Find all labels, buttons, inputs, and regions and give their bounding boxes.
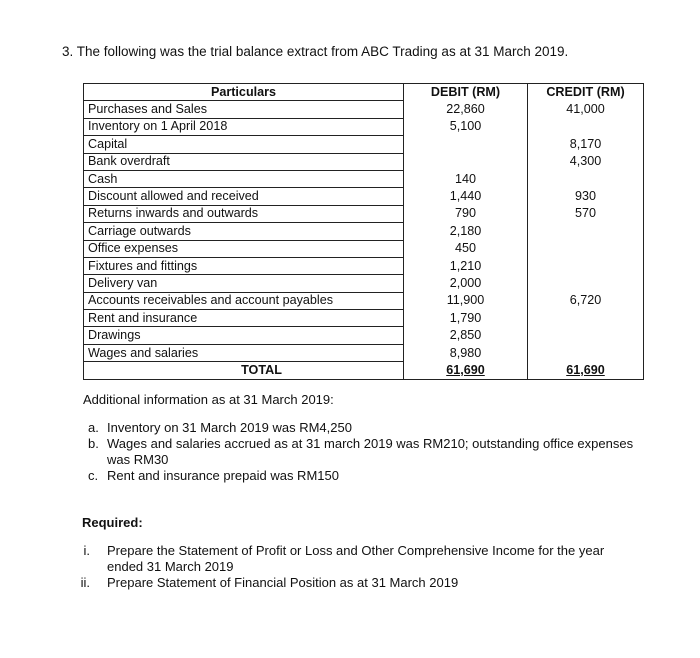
item-marker: ii. bbox=[80, 575, 90, 590]
cell-debit: 450 bbox=[404, 240, 528, 257]
table-row bbox=[84, 240, 644, 257]
cell-debit: 5,100 bbox=[404, 118, 528, 135]
cell-debit: 22,860 bbox=[404, 101, 528, 118]
cell-particular: Capital bbox=[84, 136, 404, 153]
cell-debit: 2,850 bbox=[404, 327, 528, 344]
cell-credit: 930 bbox=[528, 188, 644, 205]
cell-particular: Carriage outwards bbox=[84, 223, 404, 240]
cell-credit: 41,000 bbox=[528, 101, 644, 118]
header-debit: DEBIT (RM) bbox=[404, 84, 528, 101]
table-header-row bbox=[84, 84, 644, 101]
table-row bbox=[84, 170, 644, 187]
cell-credit bbox=[528, 275, 644, 292]
cell-credit bbox=[528, 170, 644, 187]
cell-particular: Wages and salaries bbox=[84, 344, 404, 361]
cell-particular: Purchases and Sales bbox=[84, 101, 404, 118]
additional-item bbox=[88, 436, 648, 468]
cell-particular: Inventory on 1 April 2018 bbox=[84, 118, 404, 135]
additional-item bbox=[88, 468, 648, 484]
cell-particular: Drawings bbox=[84, 327, 404, 344]
cell-debit: 140 bbox=[404, 170, 528, 187]
cell-credit bbox=[528, 344, 644, 361]
table-row bbox=[84, 275, 644, 292]
item-marker: a. bbox=[88, 420, 99, 435]
total-credit-value: 61,690 bbox=[566, 362, 605, 377]
item-text: Inventory on 31 March 2019 was RM4,250 bbox=[107, 420, 352, 435]
cell-credit: 8,170 bbox=[528, 136, 644, 153]
cell-debit: 1,210 bbox=[404, 257, 528, 274]
additional-info-heading: Additional information as at 31 March 2019: bbox=[83, 392, 334, 407]
cell-debit: 2,180 bbox=[404, 223, 528, 240]
cell-credit: 4,300 bbox=[528, 153, 644, 170]
cell-particular: Accounts receivables and account payables bbox=[84, 292, 404, 309]
item-text: Wages and salaries accrued as at 31 march 2019 was RM210; outstanding office expenses was RM30 bbox=[107, 436, 634, 467]
cell-debit: 2,000 bbox=[404, 275, 528, 292]
total-credit bbox=[528, 362, 644, 379]
total-debit-value: 61,690 bbox=[446, 362, 485, 377]
table-row bbox=[84, 310, 644, 327]
table-row bbox=[84, 205, 644, 222]
cell-credit bbox=[528, 223, 644, 240]
table-row bbox=[84, 188, 644, 205]
table-body bbox=[84, 101, 644, 362]
item-text: Rent and insurance prepaid was RM150 bbox=[107, 468, 339, 483]
table-row bbox=[84, 136, 644, 153]
item-text: Prepare Statement of Financial Position as at 31 March 2019 bbox=[107, 575, 459, 590]
cell-particular: Rent and insurance bbox=[84, 310, 404, 327]
table-row bbox=[84, 101, 644, 118]
cell-particular: Office expenses bbox=[84, 240, 404, 257]
total-row bbox=[84, 362, 644, 379]
cell-debit: 790 bbox=[404, 205, 528, 222]
cell-debit: 11,900 bbox=[404, 292, 528, 309]
item-text: Prepare the Statement of Profit or Loss and Other Comprehensive Income for the year ended 31 March 2019 bbox=[107, 543, 605, 574]
cell-debit: 1,790 bbox=[404, 310, 528, 327]
cell-debit bbox=[404, 153, 528, 170]
cell-particular: Delivery van bbox=[84, 275, 404, 292]
item-marker: i. bbox=[83, 543, 90, 558]
cell-credit bbox=[528, 118, 644, 135]
table-row bbox=[84, 118, 644, 135]
cell-credit: 570 bbox=[528, 205, 644, 222]
header-particulars: Particulars bbox=[84, 84, 404, 101]
cell-particular: Cash bbox=[84, 170, 404, 187]
cell-credit: 6,720 bbox=[528, 292, 644, 309]
total-label: TOTAL bbox=[84, 362, 404, 379]
required-list bbox=[76, 543, 636, 591]
additional-item bbox=[88, 420, 648, 436]
item-marker: b. bbox=[88, 436, 99, 451]
cell-debit bbox=[404, 136, 528, 153]
cell-credit bbox=[528, 240, 644, 257]
item-marker: c. bbox=[88, 468, 99, 483]
cell-particular: Returns inwards and outwards bbox=[84, 205, 404, 222]
cell-particular: Bank overdraft bbox=[84, 153, 404, 170]
cell-debit: 1,440 bbox=[404, 188, 528, 205]
table-row bbox=[84, 292, 644, 309]
cell-credit bbox=[528, 327, 644, 344]
question-text: 3. The following was the trial balance extract from ABC Trading as at 31 March 2019. bbox=[62, 44, 569, 59]
cell-credit bbox=[528, 310, 644, 327]
required-item bbox=[76, 575, 636, 591]
table-row bbox=[84, 344, 644, 361]
cell-debit: 8,980 bbox=[404, 344, 528, 361]
additional-info-list bbox=[88, 420, 648, 484]
table-row bbox=[84, 153, 644, 170]
total-debit bbox=[404, 362, 528, 379]
header-credit: CREDIT (RM) bbox=[528, 84, 644, 101]
cell-particular: Discount allowed and received bbox=[84, 188, 404, 205]
required-item bbox=[76, 543, 636, 575]
required-heading: Required: bbox=[82, 515, 143, 530]
table-row bbox=[84, 223, 644, 240]
table-row bbox=[84, 257, 644, 274]
trial-balance-table bbox=[83, 83, 644, 380]
table-row bbox=[84, 327, 644, 344]
cell-particular: Fixtures and fittings bbox=[84, 257, 404, 274]
cell-credit bbox=[528, 257, 644, 274]
